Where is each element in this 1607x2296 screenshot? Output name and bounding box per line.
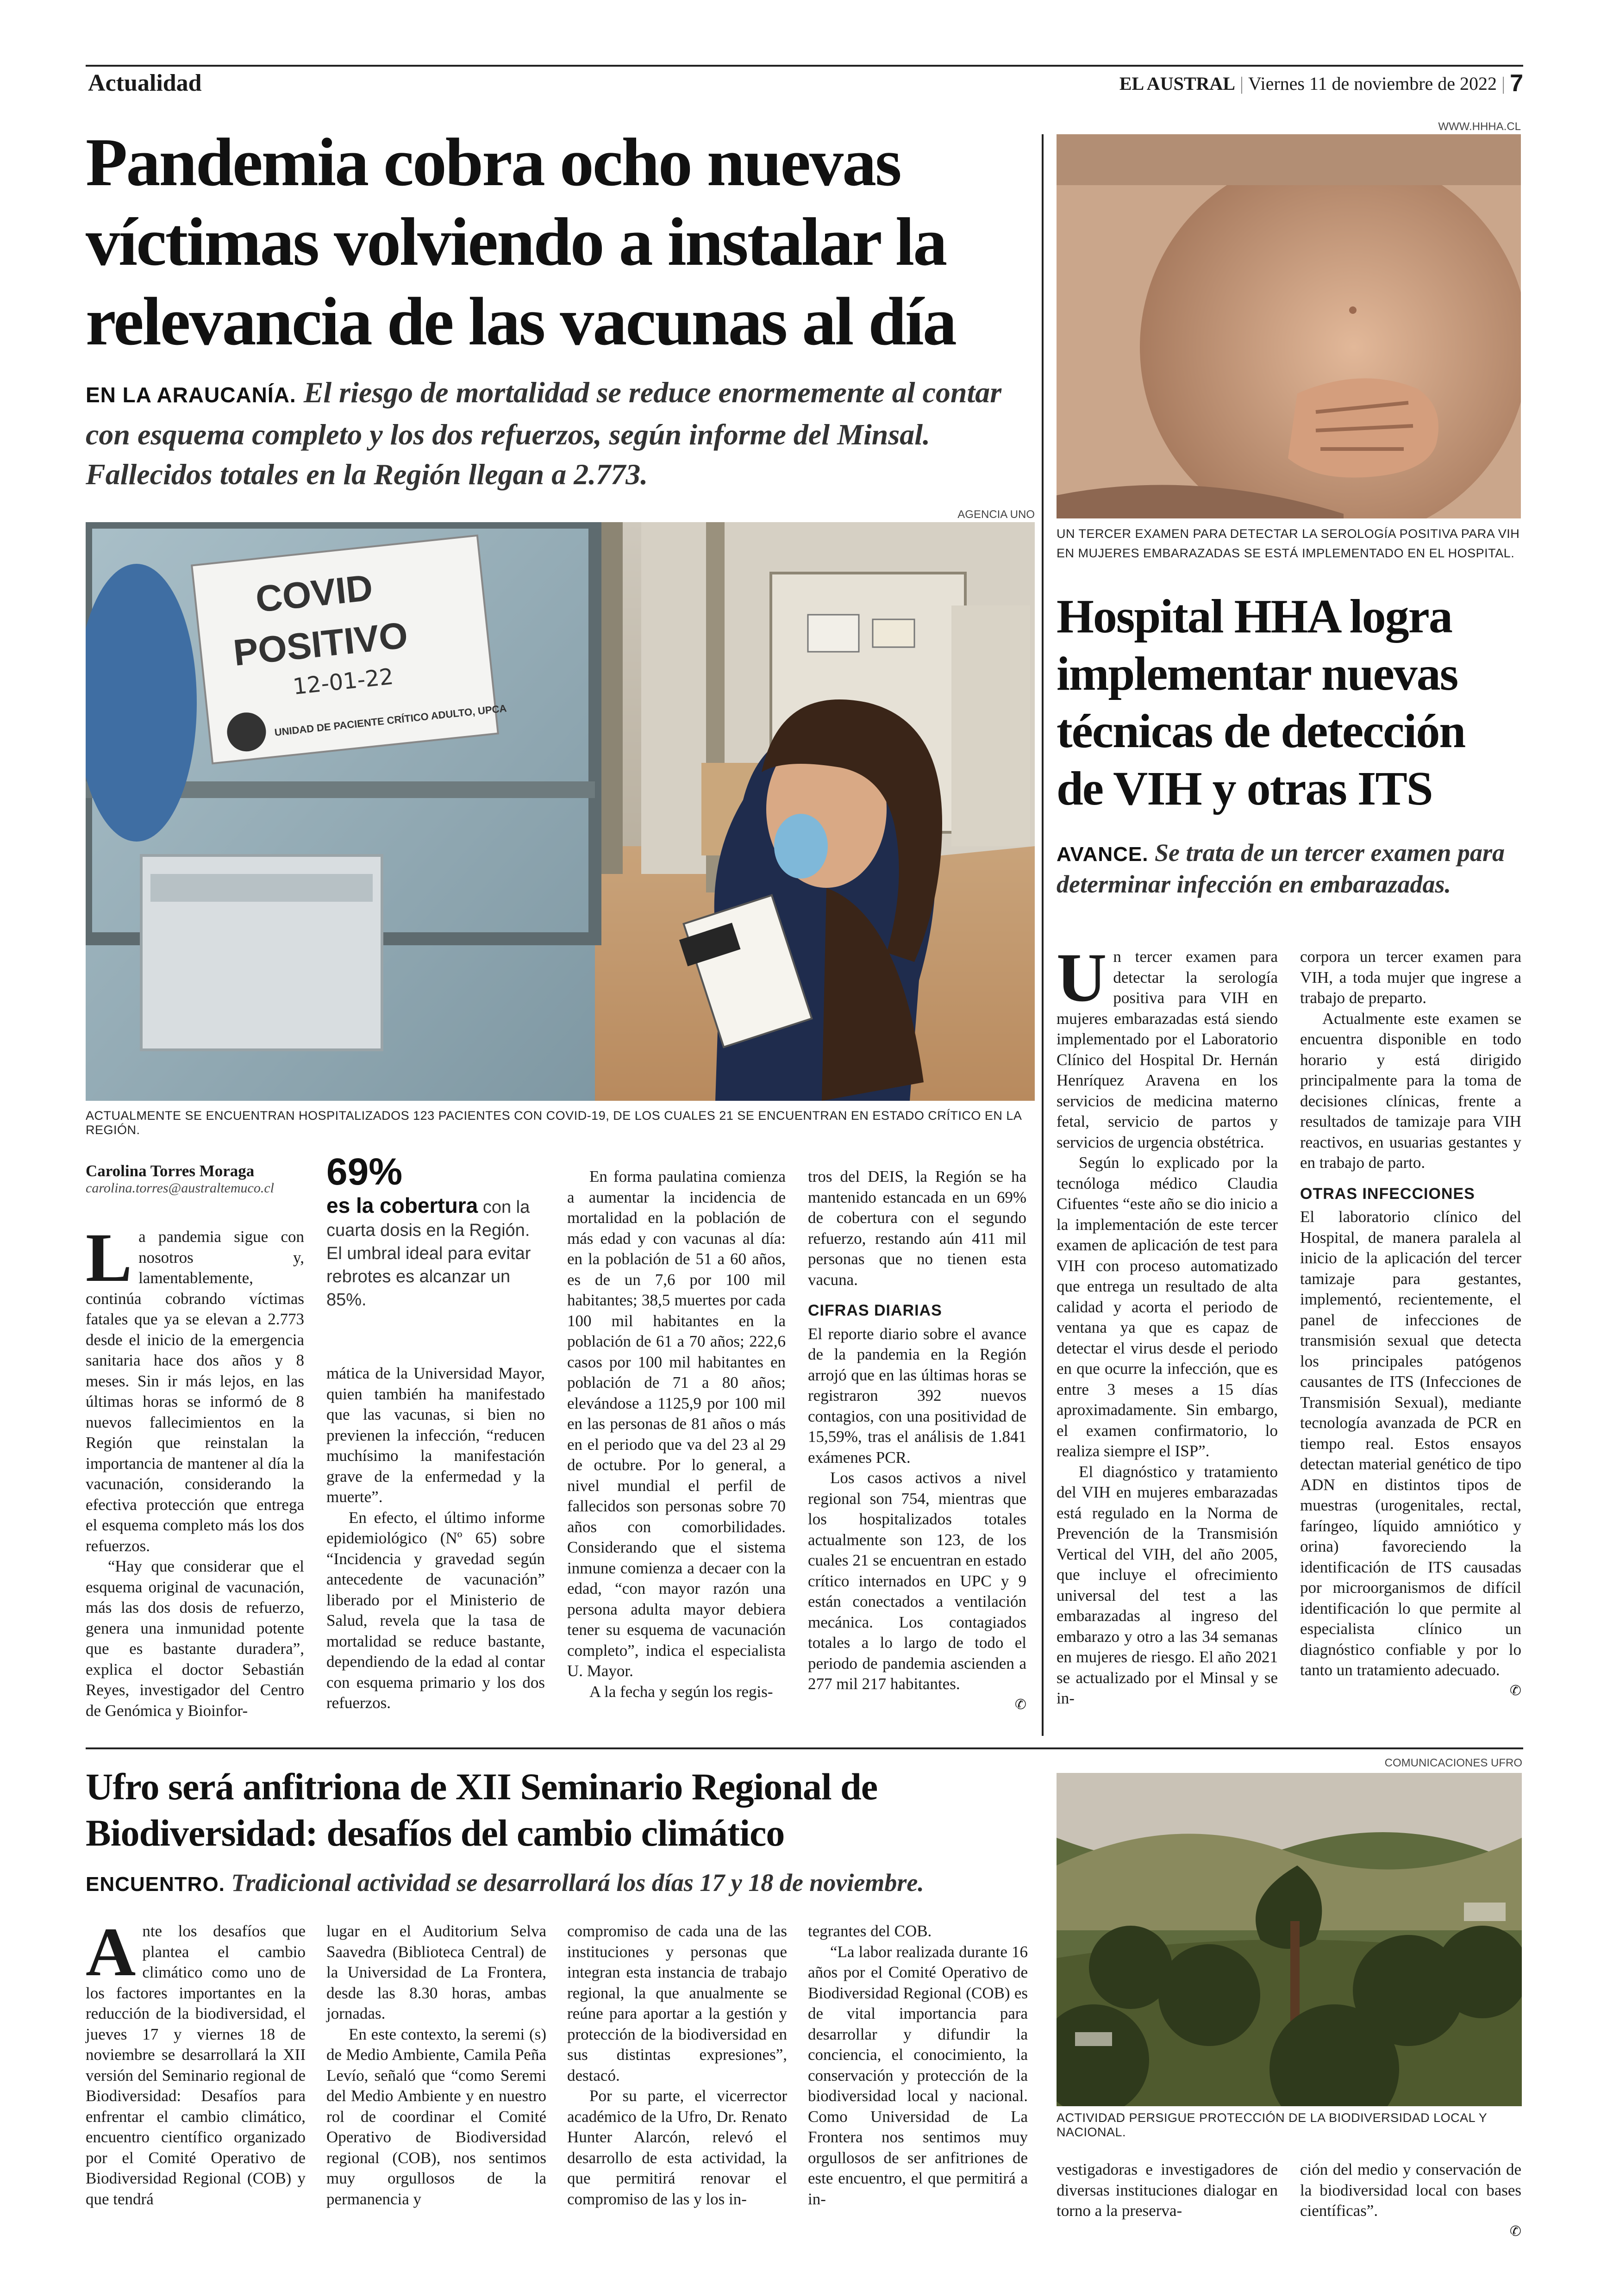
bottom-col4-p1: tegrantes del COB. xyxy=(808,1922,932,1940)
bottom-col2-p2: En este contexto, la seremi (s) de Medio Ambiente, Camila Peña Levío, señaló que “como Seremi del Medio Ambiente y en nuestro rol de coordinar el Comité Operativo de Biodiversidad regional (COB), nos sentimos muy orgullosos de la permanencia y xyxy=(326,2025,546,2208)
bottom-col-6 xyxy=(1300,2159,1521,2242)
stat-box xyxy=(326,1150,544,1311)
bottom-lead-text: Tradicional actividad se desarrollará los días 17 y 18 de noviembre. xyxy=(231,1869,924,1897)
main-col-2 xyxy=(326,1363,545,1714)
side-lead-text: Se trata de un tercer examen para determinar infección en embarazadas. xyxy=(1057,839,1505,898)
main-headline: Pandemia cobra ocho nuevas víctimas volviendo a instalar la relevancia de las vacunas al día xyxy=(86,125,956,360)
bottom-photo-credit: COMUNICACIONES UFRO xyxy=(1384,1757,1522,1769)
side-kicker: AVANCE. xyxy=(1057,843,1149,866)
main-col1-p1: a pandemia sigue con nosotros y, lamentablemente, continúa cobrando víctimas fatales que ya se elevan a 2.773 desde el inicio de la emergencia sanitaria hace dos años y 8 meses. Sin ir más lejos, en las últimas horas se informó de 8 nuevos fallecimientos en la Región que reinstalan la importancia de mantener al día la vacunación, considerando la efectiva protección que entrega el esquema completo más los dos refuerzos. xyxy=(86,1228,304,1555)
side-photo-caption: UN TERCER EXAMEN PARA DETECTAR LA SEROLOGÍA POSITIVA PARA VIH EN MUJERES EMBARAZADAS SE ESTÁ IMPLEMENTADO EN EL HOSPITAL. xyxy=(1057,527,1520,560)
subhead-cifras: CIFRAS DIARIAS xyxy=(808,1302,942,1319)
side-lead xyxy=(1057,838,1522,899)
side-col2-p2: Actualmente este examen se encuentra disponible en todo horario y está dirigido principalmente para la toma de decisiones clínicas, frente a resultados de tamizaje para VIH reactivos, en usuarias gestantes y en trabajo de parto. xyxy=(1300,1009,1521,1172)
divider: | xyxy=(1501,73,1506,94)
drop-cap: L xyxy=(86,1219,132,1296)
main-col2-p2: En efecto, el último informe epidemiológico (Nº 65) sobre “Incidencia y gravedad según antecedente de vacunación” liberado por el Ministerio de Salud, revela que la tasa de mortalidad se reduce bastante, dependiendo de la edad al contar con esquema primario y los dos refuerzos. xyxy=(326,1508,545,1712)
masthead xyxy=(1119,69,1523,97)
bottom-col-4 xyxy=(808,1921,1028,2209)
bottom-col-5 xyxy=(1057,2159,1278,2221)
subhead-otras: OTRAS INFECCIONES xyxy=(1300,1185,1475,1203)
main-lead xyxy=(86,373,1037,494)
side-photo xyxy=(1057,134,1521,518)
main-col3-p2: A la fecha y según los regis- xyxy=(589,1682,773,1701)
header-rule xyxy=(86,65,1523,67)
main-col1-p2: “Hay que considerar que el esquema original de vacunación, más las dos dosis de refuerzo, genera una inmunidad potente que es bastante duradera”, explica el doctor Sebastián Reyes, investigador del Centro de Genómica y Bioinfor- xyxy=(86,1557,304,1720)
side-col1-p1: n tercer examen para detectar la serología positiva para VIH en mujeres embarazadas está siendo implementado por el Laboratorio Clínico del Hospital Dr. Hernán Henríquez Aravena en los servicios de medicina materno fetal, servicio de partos y servicios de urgencia obstétrica. xyxy=(1057,948,1278,1151)
side-col-2 xyxy=(1300,947,1521,1701)
divider: | xyxy=(1239,73,1244,94)
story-divider xyxy=(86,1747,1523,1749)
main-col-4 xyxy=(808,1167,1026,1715)
forest-photo-illustration xyxy=(1057,1773,1522,2106)
side-col2-p1: corpora un tercer examen para VIH, a toda mujer que ingrese a trabajo de preparto. xyxy=(1300,948,1521,1007)
main-col-1 xyxy=(86,1219,304,1721)
bottom-col-3 xyxy=(567,1921,787,2209)
byline-name: Carolina Torres Moraga xyxy=(86,1162,255,1180)
main-col2-p1: mática de la Universidad Mayor, quien también ha manifestado que las vacunas, si bien no previenen la infección, “reducen muchísimo la manifestación grave de la enfermedad y la muerte”. xyxy=(326,1364,545,1506)
main-kicker: EN LA ARAUCANÍA. xyxy=(86,383,296,407)
section-label: Actualidad xyxy=(88,70,202,96)
main-col4-p3: Los casos activos a nivel regional son 754, mientras que los hospitalizados totales actualmente son 123, de los cuales 21 se encuentran en estado crítico internados en UPC y 9 están conectados a ventilación mecánica. Los contagiados totales a lo largo de todo el periodo de pandemia ascienden a 277 mil 217 habitantes. xyxy=(808,1469,1026,1693)
main-photo-credit: AGENCIA UNO xyxy=(957,508,1035,521)
stat-text: con la cuarta dosis en la Región. El umbral ideal para evitar rebrotes es alcanzar un 85%. xyxy=(326,1198,531,1310)
main-col4-p2: El reporte diario sobre el avance de la pandemia en la Región arrojó que en las últimas horas se registraron 392 nuevos contagios, con una positividad de 15,59%, tras el análisis de 1.841 exámenes PCR. xyxy=(808,1324,1026,1466)
issue-date: Viernes 11 de noviembre de 2022 xyxy=(1248,73,1497,94)
pregnant-photo-illustration xyxy=(1057,134,1521,518)
side-headline: Hospital HHA logra implementar nuevas técnicas de detección de VIH y otras ITS xyxy=(1057,590,1465,815)
bottom-headline: Ufro será anfitriona de XII Seminario Regional de Biodiversidad: desafíos del cambio climático xyxy=(86,1766,878,1854)
stat-bold: es la cobertura xyxy=(326,1193,478,1217)
stat-label xyxy=(326,1194,544,1311)
page-number: 7 xyxy=(1510,70,1523,97)
bottom-col-2 xyxy=(326,1921,546,2209)
column-divider xyxy=(1042,134,1044,1736)
bottom-kicker: ENCUENTRO. xyxy=(86,1873,225,1896)
bottom-col2-p1: lugar en el Auditorium Selva Saavedra (Biblioteca Central) de la Universidad de La Frontera, desde las 8.30 horas, ambas jornadas. xyxy=(326,1922,546,2022)
bottom-photo-caption: ACTIVIDAD PERSIGUE PROTECCIÓN DE LA BIODIVERSIDAD LOCAL Y NACIONAL. xyxy=(1057,2111,1487,2139)
main-lead-text: El riesgo de mortalidad se reduce enormemente al contar con esquema completo y los dos refuerzos, según informe del Minsal. Fallecidos totales en la Región llegan a 2.773. xyxy=(86,376,1002,491)
main-col4-p1: tros del DEIS, la Región se ha mantenido estancada en un 69% de cobertura con el segundo refuerzo, restando aún 411 mil personas que no tienen esta vacuna. xyxy=(808,1167,1026,1289)
stat-value: 69% xyxy=(326,1151,403,1193)
bottom-col5-p1: vestigadoras e investigadores de diversas instituciones dialogar en torno a la preserva- xyxy=(1057,2160,1278,2220)
drop-cap: A xyxy=(86,1914,136,1990)
hospital-photo-illustration xyxy=(86,522,1035,1101)
drop-cap: U xyxy=(1057,939,1107,1016)
main-photo xyxy=(86,522,1035,1101)
side-photo-credit: WWW.HHHA.CL xyxy=(1438,120,1521,133)
byline xyxy=(86,1162,303,1196)
bottom-col1-p1: nte los desafíos que plantea el cambio climático como uno de los factores importantes en la reducción de la biodiversidad, el jueves 17 y viernes 18 de noviembre se desarrollará la XII versión del Seminario regional de Biodiversidad: Desafíos para enfrentar el cambio climático, encuentro científico organizado por el Comité Operativo de Biodiversidad Regional (COB) y que tendrá xyxy=(86,1922,306,2208)
bottom-col3-p1: compromiso de cada una de las instituciones y personas que integran esta instancia de trabajo regional, la que anualmente se reúne para aportar a la gestión y protección de la biodiversidad en sus distintas expresiones”, destacó. xyxy=(567,1922,787,2084)
end-mark: ✆ xyxy=(1014,1697,1026,1712)
paper-name: EL AUSTRAL xyxy=(1119,73,1235,94)
bottom-lead xyxy=(86,1868,1049,1899)
sign-line1: COVID xyxy=(254,567,375,620)
side-col1-p2: Según lo explicado por la tecnóloga médico Claudia Cifuentes “este año se dio inicio a la implementación de este tercer examen de aplicación de test para VIH con proceso automatizado que entrega un resultado de alta calidad y acorta el periodo de ventana ya que es capaz de detectar el virus desde el periodo en que ocurre la infección, que es entre 3 meses a 15 días aproximadamente. Sin embargo, el examen confirmatorio, lo realiza siempre el ISP”. xyxy=(1057,1154,1278,1460)
sign-unit: UNIDAD DE PACIENTE CRÍTICO ADULTO, UPCA xyxy=(274,702,507,738)
main-photo-caption: ACTUALMENTE SE ENCUENTRAN HOSPITALIZADOS 123 PACIENTES CON COVID-19, DE LOS CUALES 21 SE ENCUENTRAN EN ESTADO CRÍTICO EN LA REGIÓN. xyxy=(86,1109,1021,1137)
sign-date: 12-01-22 xyxy=(291,663,395,700)
end-mark: ✆ xyxy=(1509,1683,1521,1698)
side-col2-p3: El laboratorio clínico del Hospital, de manera paralela al inicio de la aplicación del tercer tamizaje para gestantes, implementó, recientemente, el panel de infecciones de transmisión sexual que detecta los principales patógenos causantes de ITS (Infecciones de Transmisión Sexual), mediante tecnología avanzada de PCR en tiempo real. Estos ensayos detectan material genético de tipo ADN en distintos tipos de muestras (urogenitales, rectal, faríngeo, líquido amniótico y orina) favoreciendo la identificación de ITS causadas por microorganismos de difícil identificación lo que permite al especialista clínico un diagnóstico confiable y por lo tanto un tratamiento adecuado. xyxy=(1300,1208,1521,1679)
bottom-col-1 xyxy=(86,1914,306,2209)
end-mark: ✆ xyxy=(1509,2223,1521,2239)
main-col3-p1: En forma paulatina comienza a aumentar la incidencia de mortalidad en la población de más edad y con vacunas al día: en la población de 51 a 60 años, es de un 7,6 por 100 mil habitantes; 38,5 muertes por cada 100 mil habitantes en la población de 61 a 70 años; 222,6 casos por 100 mil habitantes en población de 71 a 80 años; elevándose a 1125,9 por 100 mil en las personas de 81 años o más en el periodo que va del 23 al 29 de octubre. Por lo general, a nivel mundial el perfil de fallecidos son personas sobre 70 años con comorbilidades. Considerando que el sistema inmune comienza a decaer con la edad, “con mayor razón una persona adulta mayor debiera tener su esquema de vacunación completo”, indica el especialista U. Mayor. xyxy=(567,1167,786,1680)
side-col-1 xyxy=(1057,939,1278,1709)
main-col-3 xyxy=(567,1167,786,1702)
sign-line2: POSITIVO xyxy=(231,614,410,674)
side-col1-p3: El diagnóstico y tratamiento del VIH en mujeres embarazadas está regulado en la Norma de Prevención de la Transmisión Vertical del VIH, del año 2005, que incluye el ofrecimiento universal del test a las embarazadas al ingreso del embarazo y otro a las 34 semanas en mujeres de riesgo. El año 2021 se actualizado por el Minsal y se in- xyxy=(1057,1462,1278,1707)
bottom-col6-p1: ción del medio y conservación de la biodiversidad local con bases científicas”. xyxy=(1300,2160,1521,2220)
bottom-col4-p2: “La labor realizada durante 16 años por el Comité Operativo de Biodiversidad Regional (COB) es de vital importancia para desarrollar y difundir la conciencia, el conocimiento, la conservación y protección de la biodiversidad local y nacional. Como Universidad de La Frontera nos sentimos muy orgullosos de ser anfitriones de este encuentro, el que permitirá a in- xyxy=(808,1942,1028,2208)
byline-email: carolina.torres@australtemuco.cl xyxy=(86,1180,275,1196)
bottom-col3-p2: Por su parte, el vicerrector académico de la Ufro, Dr. Renato Hunter Alarcón, relevó el desarrollo de esta actividad, la que permitirá renovar el compromiso de las y los in- xyxy=(567,2087,787,2208)
bottom-photo xyxy=(1057,1773,1522,2106)
